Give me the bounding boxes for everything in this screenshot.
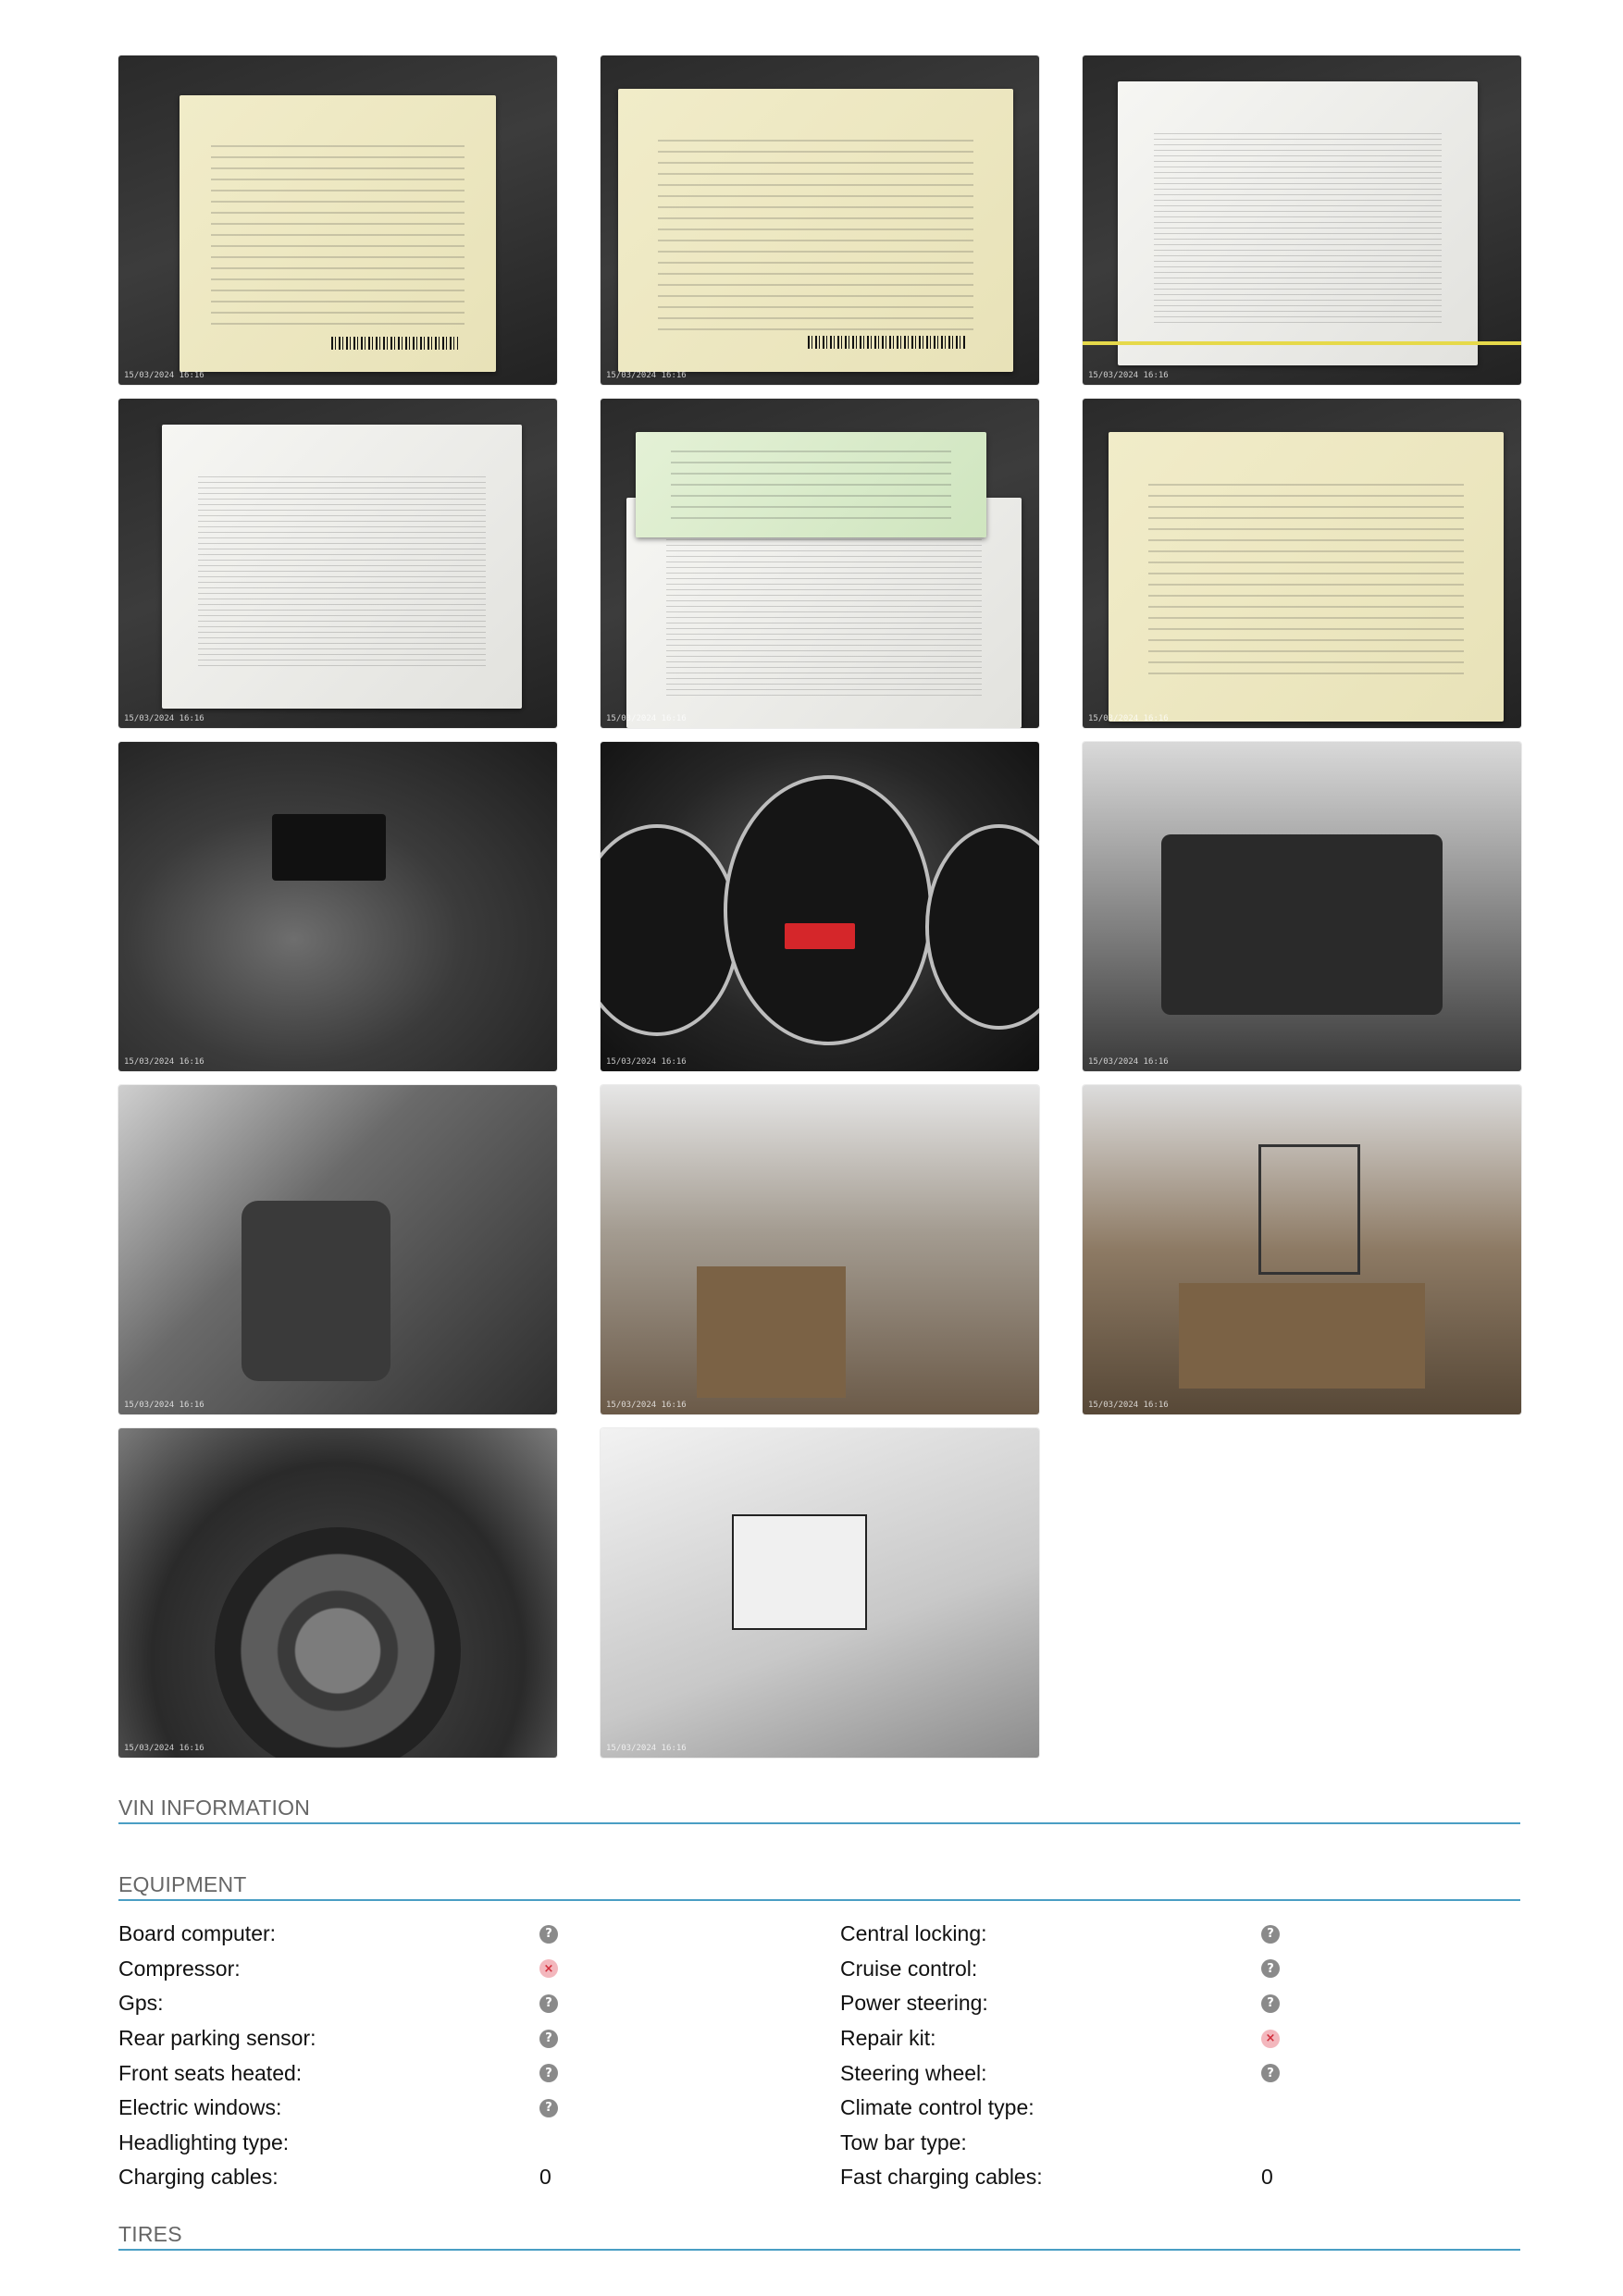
equipment-row — [840, 2160, 1520, 2195]
equipment-value — [419, 2030, 558, 2048]
equipment-value — [419, 2165, 551, 2190]
document-sheet — [180, 95, 495, 372]
equipment-row — [118, 2126, 840, 2161]
equipment-value — [1141, 1959, 1280, 1978]
equipment-row — [840, 1986, 1520, 2021]
photo-timestamp: 15/03/2024 16:16 — [124, 1744, 204, 1753]
tachometer-gauge — [601, 824, 739, 1036]
equipment-value — [419, 1959, 558, 1978]
photo-timestamp: 15/03/2024 16:16 — [124, 1401, 204, 1410]
center-console-photo[interactable] — [1083, 742, 1521, 1071]
equipment-value — [1141, 2064, 1280, 2082]
photo-timestamp: 15/03/2024 16:16 — [1088, 371, 1169, 380]
equipment-row — [118, 2160, 840, 2195]
question-icon: ? — [539, 1925, 558, 1944]
side-door-photo[interactable] — [601, 1085, 1039, 1414]
cross-icon: × — [539, 1959, 558, 1978]
instrument-cluster-photo[interactable] — [601, 742, 1039, 1071]
equipment-label: Headlighting type: — [118, 2129, 290, 2154]
photo-timestamp: 15/03/2024 16:16 — [124, 714, 204, 723]
equipment-label: Steering wheel: — [840, 2060, 987, 2085]
photo-timestamp: 15/03/2024 16:16 — [606, 1057, 687, 1067]
vin-plate — [732, 1514, 867, 1630]
vin-plate-photo[interactable] — [601, 1428, 1039, 1758]
equipment-value — [1141, 1925, 1280, 1944]
seat — [242, 1201, 390, 1382]
cargo-floor — [697, 1266, 846, 1398]
cargo-floor — [1179, 1283, 1424, 1389]
question-icon: ? — [1261, 1959, 1280, 1978]
driver-seat-photo[interactable] — [118, 1085, 557, 1414]
photo-timestamp: 15/03/2024 16:16 — [1088, 1401, 1169, 1410]
equipment-row — [840, 2091, 1520, 2126]
green-sheet — [636, 432, 986, 537]
speedometer-gauge — [724, 775, 933, 1046]
equipment-row — [118, 1952, 840, 1987]
photo-timestamp: 15/03/2024 16:16 — [124, 371, 204, 380]
equipment-row — [118, 2091, 840, 2126]
technical-characteristics-photo[interactable] — [601, 56, 1039, 385]
equipment-label: Board computer: — [118, 1921, 277, 1946]
document-sheet — [1109, 432, 1504, 722]
equipment-value — [419, 2064, 558, 2082]
photo-timestamp: 15/03/2024 16:16 — [124, 1057, 204, 1067]
equipment-row — [840, 2126, 1520, 2161]
question-icon: ? — [1261, 1925, 1280, 1944]
equipment-label: Electric windows: — [118, 2095, 282, 2120]
question-icon: ? — [1261, 1994, 1280, 2013]
equipment-row — [118, 1986, 840, 2021]
technical-sheet-photo[interactable] — [118, 399, 557, 728]
photo-timestamp: 15/03/2024 16:16 — [1088, 714, 1169, 723]
equipment-value — [1141, 1994, 1280, 2013]
inspection-certificate-photo[interactable] — [601, 399, 1039, 728]
equipment-count: 0 — [539, 2165, 551, 2190]
equipment-row — [118, 2021, 840, 2056]
equipment-label: Power steering: — [840, 1991, 988, 2016]
equipment-label: Compressor: — [118, 1956, 241, 1981]
equipment-list — [118, 1917, 1520, 2195]
equipment-value — [1141, 2165, 1273, 2190]
tires-heading: TIRES — [118, 2222, 1520, 2251]
yellow-edge — [1083, 341, 1521, 345]
document-sheet — [618, 89, 1013, 372]
equipment-column-right — [840, 1917, 1520, 2195]
cargo-partition — [1258, 1144, 1360, 1275]
photo-gallery — [118, 56, 1520, 1758]
hvac-panel — [1161, 834, 1442, 1016]
question-icon: ? — [539, 2030, 558, 2048]
photo-timestamp: 15/03/2024 16:16 — [606, 1744, 687, 1753]
screen-mount — [272, 814, 386, 880]
equipment-count: 0 — [1261, 2165, 1273, 2190]
equipment-value — [1141, 2030, 1280, 2048]
equipment-label: Tow bar type: — [840, 2129, 967, 2154]
cross-icon: × — [1261, 2030, 1280, 2048]
question-icon: ? — [539, 1994, 558, 2013]
equipment-value — [419, 1994, 558, 2013]
cargo-area-photo[interactable] — [1083, 1085, 1521, 1414]
equipment-label: Fast charging cables: — [840, 2165, 1043, 2190]
spare-tire-photo[interactable] — [118, 1428, 557, 1758]
equipment-label: Rear parking sensor: — [118, 2026, 316, 2051]
equipment-row — [118, 1917, 840, 1952]
odometer-display — [785, 923, 855, 949]
equipment-label: Climate control type: — [840, 2095, 1035, 2120]
equipment-row — [118, 2055, 840, 2091]
question-icon: ? — [539, 2064, 558, 2082]
equipment-row — [840, 2021, 1520, 2056]
fuel-gauge — [925, 824, 1039, 1030]
photo-timestamp: 15/03/2024 16:16 — [1088, 1057, 1169, 1067]
equipment-row — [840, 1917, 1520, 1952]
equipment-label: Central locking: — [840, 1921, 987, 1946]
vin-information-heading: VIN INFORMATION — [118, 1796, 1520, 1824]
equipment-value — [419, 2099, 558, 2117]
photo-timestamp: 15/03/2024 16:16 — [606, 1401, 687, 1410]
equipment-label: Charging cables: — [118, 2165, 279, 2190]
equipment-value — [419, 1925, 558, 1944]
document-sheet — [1118, 81, 1478, 364]
photo-timestamp: 15/03/2024 16:16 — [606, 371, 687, 380]
photo-timestamp: 15/03/2024 16:16 — [606, 714, 687, 723]
question-icon: ? — [1261, 2064, 1280, 2082]
equipment-heading: EQUIPMENT — [118, 1872, 1520, 1901]
equipment-row — [840, 1952, 1520, 1987]
equipment-column-left — [118, 1917, 840, 2195]
question-icon: ? — [539, 2099, 558, 2117]
renault-conformity-certificate-photo[interactable] — [1083, 56, 1521, 385]
registration-certificate-photo[interactable] — [118, 56, 557, 385]
equipment-row — [840, 2055, 1520, 2091]
document-sheet — [162, 425, 522, 708]
dashboard-photo[interactable] — [118, 742, 557, 1071]
equipment-label: Front seats heated: — [118, 2060, 303, 2085]
equipment-label: Repair kit: — [840, 2026, 936, 2051]
identification-report-photo[interactable] — [1083, 399, 1521, 728]
equipment-label: Cruise control: — [840, 1956, 978, 1981]
equipment-label: Gps: — [118, 1991, 164, 2016]
spare-tire — [215, 1527, 460, 1758]
